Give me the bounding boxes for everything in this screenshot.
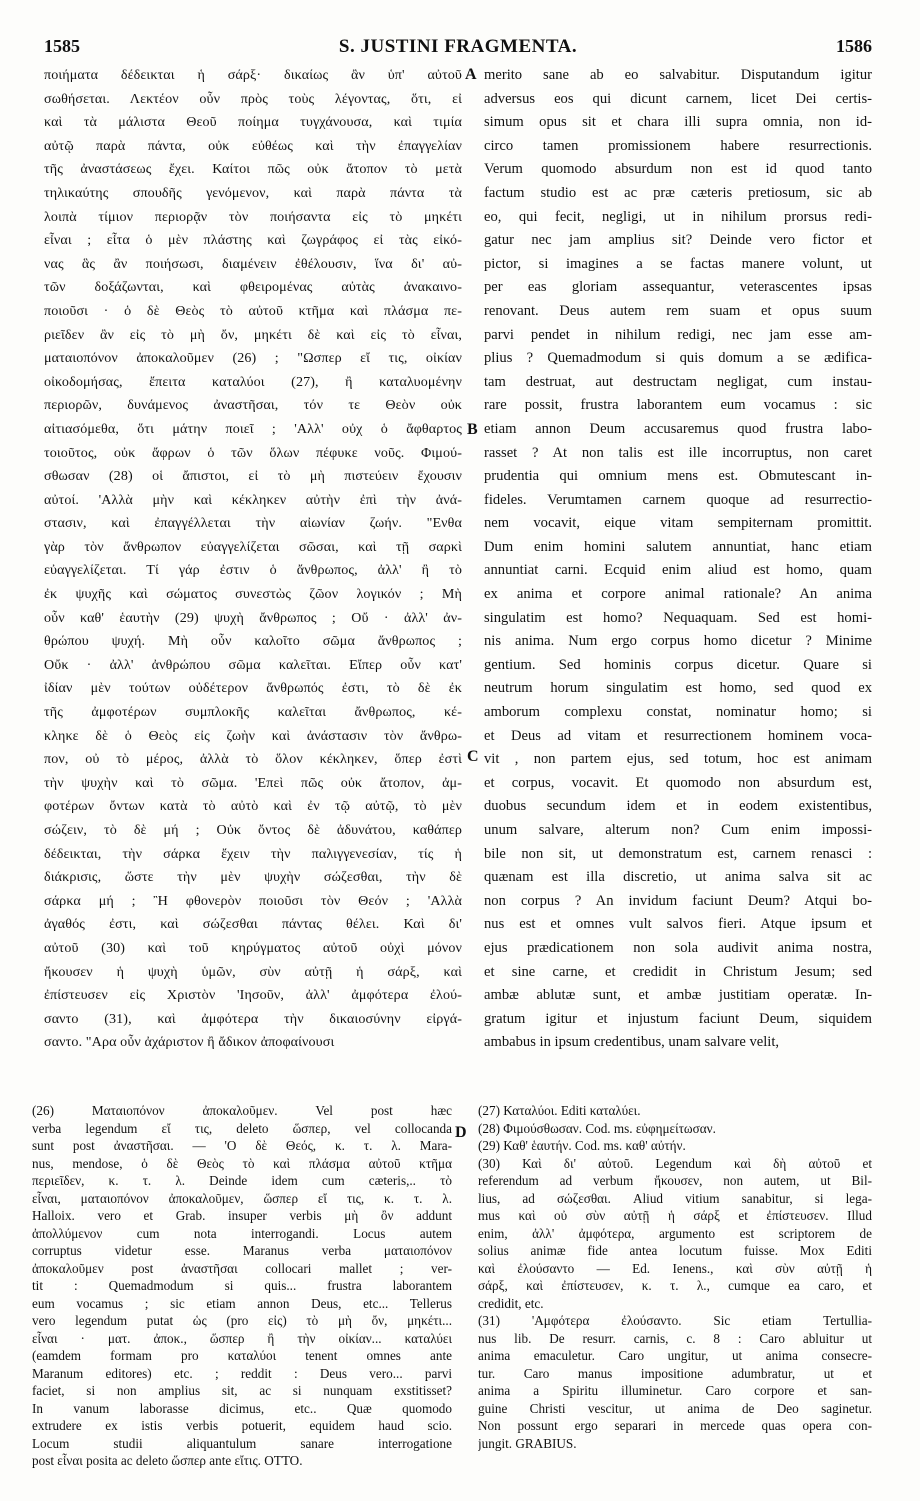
greek-text-line: σάρκα μή ; Ἢ φθονερὸν ποιοῦσι τὸν Θεόν ; 'Αλλὰ [44,892,462,909]
greek-text-line: κληκε δὲ ὁ Θεὸς εἰς ζωὴν καὶ ἀνάστασιν τὸν ἄνθρω- [44,727,462,744]
margin-letter-c: C [467,748,479,765]
footnote-line: ἀπολλύμενον cum nota interrogandi. Locus autem [32,1225,452,1241]
page-number-left: 1585 [44,36,80,56]
latin-text-line: quænam est illa discretio, ut anima salva sit ac [484,869,872,886]
margin-letter-d: D [455,1124,467,1141]
footnote-line: sunt post ἀναστῆσαι. — 'Ο δὲ Θεός, κ. τ. λ. Mara- [32,1138,452,1153]
greek-text-line: καὶ τὰ μάλιστα Θεοῦ ποίημα τυγχάνουσα, καὶ τιμία [44,114,462,131]
latin-text-line: non corpus ? An invidum faciunt Deum? Atqui bo- [484,892,872,909]
latin-text-line: prudentia qui omnium mens est. Obmutescant in- [484,468,872,485]
footnote-line: (26) Ματαιοπόνον ἀποκαλοῦμεν. Vel post hæc [32,1103,452,1118]
footnote-line: (31) 'Αμφότερα ἐλούσαντο. Sic etiam Tertullia- [478,1313,872,1328]
latin-text-line: et sine carne, et credidit in Christum Jesum; sed [484,963,872,980]
latin-text-line: eo, qui fecit, negligi, ut in nihilum prorsus redi- [484,208,872,225]
greek-text-line: ποιήματα δέδεικται ἡ σάρξ· δικαίως ἂν ὑπ' αὐτοῦ [44,67,462,83]
latin-text-line: factum studio est ac præ cæteris pretiosum, sic ab [484,184,872,201]
greek-text-line: αὐτοῦ (30) καὶ τοῦ κηρύγματος αὐτοῦ οὐχὶ μόνον [44,939,462,956]
footnote-line: ἀποκαλοῦμεν post ἀναστῆσαι collocari mallet ; ver- [32,1260,452,1276]
greek-text-line: ἤκουσεν ἡ ψυχὴ ὑμῶν, σὺν αὐτῇ ἡ σάρξ, καὶ [44,963,462,980]
greek-text-line: σωθήσεται. Λεκτέον οὖν πρὸς τοὺς λέγοντας, ὅτι, εἰ [44,90,462,107]
footnote-line: εἶναι, ματαιοπόνον ἀποκαλοῦμεν, ὥσπερ εἴ τις, κ. τ. λ. [32,1190,452,1206]
footnote-line: (eamdem formam pro καταλύοι tenent omnes ante [32,1348,452,1363]
footnote-line: extrudere ex istis verbis potuerit, equidem haud scio. [32,1418,452,1433]
greek-text-line: φοτέρων ὄντων κατὰ τὸ αὐτὸ καὶ ἐν τῷ αὐτῷ, τὸ μὲν [44,798,462,815]
latin-text-line: parvi pendet in nihilum redigi, nec jam esse am- [484,326,872,343]
latin-text-line: adversus eos qui dicunt carnem, licet Dei certis- [484,90,872,107]
latin-text-line: merito sane ab eo salvabitur. Disputandum igitur [484,67,872,83]
latin-text-line: et corpus, vocavit. Et quomodo non absurdum est, [484,774,872,791]
greek-text-line: οἰκοδομήσας, ἔπειτα καταλύοι (27), ἢ καταλυομένην [44,373,462,390]
latin-text-line: vit , non partem ejus, sed totum, hoc est animam [484,751,872,768]
latin-text-line: renovant. Deus autem rem suam et opus suum [484,302,872,319]
footnote-line: guine Christi vescitur, ut anima de Deo saginetur. [478,1400,872,1416]
footnote-line: (27) Καταλύοι. Editi καταλύει. [478,1103,641,1118]
latin-text-line: rare possit, frustra laborantem eum vocamus : sic [484,397,872,414]
footnote-line: (28) Φιμούσθωσαν. Cod. ms. εὐφημείτωσαν. [478,1120,716,1136]
footnotes-right [478,1102,872,1452]
greek-text-line: εὐαγγελίζεται. Τί γάρ ἐστιν ὁ ἄνθρωπος, ἀλλ' ἢ τὸ [44,562,462,579]
footnote-line: tur. Caro manus impositione adumbratur, ut et [478,1365,872,1381]
footnote-line: nus, mendose, ὁ δὲ Θεὸς τὸ καὶ πλάσμα αὐτοῦ κτῆμα [32,1155,452,1171]
greek-text-line: ἐκ ψυχῆς καὶ σώματος συνεστὼς ζῶον λογικόν ; Μὴ [44,586,462,603]
latin-text-line: nus est et omnes vult salvos fieri. Atque ipsum et [484,916,872,933]
latin-text-line: duobus secundum idem et in eodem existentibus, [484,798,872,815]
running-title: S. JUSTINI FRAGMENTA. [338,36,578,57]
greek-text-line: ριεῖδεν ἂν εἰς τὸ μὴ ὄν, μηκέτι δὲ καὶ εἰς τὸ εἶναι, [44,326,462,343]
footnote-line: Maranum editores) etc. ; reddit : Deus vero... parvi [32,1365,452,1381]
latin-text-line: annuntiat carni. Ecquid enim aliud est homo, quam [484,562,872,579]
greek-text-line: τὴν ψυχὴν καὶ τὸ σῶμα. 'Επεὶ πῶς οὐκ ἄτοπον, ἀμ- [44,774,462,791]
latin-text-line: gentium. Sed hominis corpus dicetur. Quare si [484,656,872,673]
greek-text-line: τῆς ἀμφοτέρων συμπλοκῆς καλεῖται ἄνθρωπος, κέ- [44,704,462,721]
latin-text-line: ambabus in ipsum credentibus, unam salvare velit, [484,1034,780,1051]
latin-text-line: rasset ? At non talis est ille incorruptus, non caret [484,444,872,461]
footnote-line: verba legendum εἴ τις, deleto ὥσπερ, vel collocanda [32,1120,452,1136]
greek-text-line: σαντο. "Αρα οὖν ἀχάριστον ἢ ἄδικον ἀποφαίνουσι [44,1034,335,1051]
greek-text-line: ἀγαθός ἐστι, καὶ σώζεσθαι πάντας θέλει. Καὶ δι' [44,916,462,933]
greek-text-line: ἐπίστευσεν εἰς Χριστὸν 'Ιησοῦν, ἀλλ' ἀμφότερα ἐλού- [44,987,462,1004]
latin-text-line: gatur nec jam amplius sit? Deinde vero fictor et [484,232,872,249]
footnote-line: tit : Quemadmodum si quis... frustra laborantem [32,1278,452,1293]
footnote-line: eum vocamus ; sic etiam annon Deus, etc... Tellerus [32,1295,452,1311]
latin-text-line: bile non sit, ut demonstratum est, carnem renasci : [484,845,872,862]
greek-text-line: περιορῶν, δυνάμενος ἀναστῆσαι, τόν τε Θεὸν οὐκ [44,397,462,414]
latin-text-line: Verum quomodo absurdum non est id quod tanto [484,161,872,178]
latin-text-line: circo tamen promissionem habere resurrectionis. [484,137,872,154]
greek-text-line: θρώπου ψυχή. Μὴ οὖν καλοῖτο σῶμα ἄνθρωπος ; [44,633,462,650]
footnote-line: anima emaculetur. Caro ungitur, ut anima consecre- [478,1348,872,1363]
footnote-line: Halloix. vero et Grab. insuper verbis μὴ ὂν addunt [32,1208,452,1223]
latin-text-line: Dum enim homini salutem annuntiat, hanc etiam [484,538,872,555]
latin-text-column [484,64,872,1055]
latin-text-line: ambæ ablutæ sunt, et ambæ justitiam operatæ. In- [484,987,872,1004]
latin-text-line: ejus prædicationem non sola audivit anima nostra, [484,939,872,956]
footnote-line: περιεῖδεν, κ. τ. λ. Deinde idem cum cæteris,.. τὸ [32,1173,452,1188]
latin-text-line: amborum complexu constat, nominatur homo; si [484,704,872,721]
greek-text-line: σθωσαν (28) οἱ ἄπιστοι, εἰ τὸ μὴ πιστεύειν ἔχουσιν [44,468,462,485]
greek-text-line: διάκρισις, ὥστε τὴν μὲν ψυχὴν σώζεσθαι, τὴν δὲ [44,869,462,886]
greek-text-line: σαντο (31), καὶ ἀμφότερα τὴν δικαιοσύνην εἰργά- [44,1010,462,1027]
latin-text-line: fideles. Verumtamen carnem quoque ad resurrectio- [484,491,872,508]
footnote-line: faciet, si non amplius sit, ac si nunquam exstitisset? [32,1383,452,1398]
latin-text-line: pictor, si imagines a se factas manere volunt, ut [484,255,872,272]
footnotes-left [32,1102,452,1470]
greek-text-line: νας ἃς ἂν ποιήσωσι, διαμένειν ἐθέλουσιν, ἵνα δι' αὐ- [44,255,462,272]
latin-text-line: unum salvare, alterum non? Cum enim impossi- [484,822,872,838]
footnote-line: Non possunt ergo separari in mercede quas opera con- [478,1418,872,1433]
latin-text-line: tam destruat, aut destructam negligat, cum instau- [484,373,872,390]
footnote-line: solius animæ fide antea locutum fuisse. Mox Editi [478,1243,872,1258]
footnote-line: (30) Καὶ δι' αὐτοῦ. Legendum καὶ δὴ αὐτοῦ et [478,1155,872,1171]
greek-text-line: δέδεικται, τὴν σάρκα ἔχειν τὴν παλιγγενεσίαν, τίς ἡ [44,845,462,862]
latin-text-line: gratum igitur et injustum faciunt Deum, siquidem [484,1010,872,1027]
greek-text-line: εἶναι ; εἶτα ὁ μὲν πλάστης καὶ ζωγράφος εἰ τὰς εἰκό- [44,232,462,249]
footnote-line: vero legendum putat ὡς (pro εἰς) τὸ μὴ ὄν, μηκέτι... [32,1313,452,1328]
footnote-line: nus lib. De resurr. carnis, c. 8 : Caro abluitur ut [478,1330,872,1346]
footnote-line: corruptus videtur esse. Maranus verba ματαιοπόνον [32,1243,452,1258]
latin-text-line: etiam annon Deum accusaremus quod frustra labo- [484,420,872,437]
page-header [44,36,872,60]
footnote-line: In vanum laborasse dicimus, etc.. Quæ quomodo [32,1400,452,1416]
footnote-line: Locum studii aliquantulum sanare interrogatione [32,1435,452,1451]
footnote-line: credidit, etc. [478,1295,544,1311]
footnote-line: anima a Spiritu illuminetur. Caro corpore et san- [478,1383,872,1398]
greek-text-line: αἰτιασόμεθα, ὅτι μάτην ποιεῖ ; 'Αλλ' οὐχ ὁ ἄφθαρτος [44,420,462,437]
footnote-line: enim, ἀλλ' ἀμφότερα, argumento est scriptorem de [478,1225,872,1241]
footnote-line: referendum ad verbum ἤκουσεν, non autem, ut Bil- [478,1173,872,1188]
latin-text-line: singulatim est homo? Nequaquam. Sed est homi- [484,609,872,626]
footnote-line: σάρξ, καὶ ἐπίστευσεν, κ. τ. λ., cumque ea caro, et [478,1278,872,1293]
latin-text-line: nis anima. Num ergo corpus homo dicetur ? Minime [484,633,872,650]
latin-text-line: et Deus ad vitam et resurrectionem hominem voca- [484,727,872,744]
greek-text-line: αὐτῷ παρὰ πάντα, οὐκ εὐθέως καὶ τὴν ἐπαγγελίαν [44,137,462,154]
greek-text-line: Οὔκ · ἀλλ' ἀνθρώπου σῶμα καλεῖται. Εἴπερ οὖν κατ' [44,656,462,673]
latin-text-line: per eas gloriam assequantur, veterascentes ipsas [484,279,872,296]
latin-text-line: nem vocavit, eique vitam sempiternam promittit. [484,515,872,532]
footnote-line: post εἶναι posita ac deleto ὥσπερ ante εἴτις. OTTO. [32,1453,303,1468]
margin-letter-b: B [467,421,478,438]
footnote-line: jungit. GRABIUS. [478,1435,577,1451]
footnote-line: (29) Καθ' ἑαυτήν. Cod. ms. καθ' αὐτήν. [478,1138,686,1153]
page-number-right: 1586 [836,36,872,56]
greek-text-line: πον, οὐ τὸ μέρος, ἀλλὰ τὸ ὅλον κέκληκεν, ὅπερ ἐστὶ [44,751,462,768]
greek-text-line: σώζειν, τὸ δὲ μή ; Οὐκ ὄντος δὲ ἀδυνάτου, καθάπερ [44,822,462,838]
greek-text-line: στασιν, καὶ ἐπαγγέλλεται τὴν αἰωνίαν ζωήν. "Ενθα [44,515,462,532]
greek-text-line: ἰδίαν μὲν τούτων οὐδέτερον ἄνθρωπός ἐστι, τὸ δὲ ἐκ [44,680,462,697]
greek-text-line: οὖν καθ' ἑαυτὴν (29) ψυχὴ ἄνθρωπος ; Οὔ · ἀλλ' ἀν- [44,609,462,626]
greek-text-line: τῆς ἀναστάσεως ἔχει. Καίτοι πῶς οὐκ ἄτοπον τὸ μετὰ [44,161,462,178]
latin-text-line: plius ? Quemadmodum si quis domum a se ædifica- [484,350,872,367]
greek-text-column [44,64,462,1055]
greek-text-line: τηλικαύτης σπουδῆς γενόμενον, καὶ παρὰ πάντα τὰ [44,184,462,201]
footnote-line: καὶ ἐλούσαντο — Ed. Ienens., καὶ σὺν αὐτῇ ἡ [478,1260,872,1276]
greek-text-line: τοιοῦτος, οὐκ ἄφρων ὁ τῶν ὅλων πέφυκε νοῦς. Φιμού- [44,444,462,461]
greek-text-line: ματαιοπόνον ἀποκαλοῦμεν (26) ; "Ωσπερ εἴ τις, οἰκίαν [44,350,462,367]
margin-letter-a: A [465,66,477,83]
latin-text-line: neutrum horum singulatim est homo, sed quod ex [484,680,872,697]
footnote-line: mus καὶ οὐ σὺν αὐτῇ ἡ σάρξ et ἐπίστευσεν. Illud [478,1208,872,1223]
latin-text-line: simum opus sit et chara illi supra omnia, non id- [484,114,872,131]
greek-text-line: λοιπὰ τίμιον περιορᾷν τὸν ποιήσαντα εἰς τὸ μηκέτι [44,208,462,225]
greek-text-line: ποιοῦσι · ὁ δὲ Θεὸς τὸ αὐτοῦ κτῆμα καὶ πλάσμα πε- [44,302,462,319]
latin-text-line: ex anima et corpore animal rationale? An anima [484,586,872,603]
greek-text-line: αὐτοί. 'Αλλὰ μὴν καὶ κέκληκεν αὐτὴν ἐπὶ τὴν ἀνά- [44,491,462,508]
footnote-line: lius, ad σώζεσθαι. Aliud vitium sanabitur, si lega- [478,1190,872,1206]
greek-text-line: τῶν δοξάζωνται, καὶ φθειρομένας αὐτὰς ἀνακαινο- [44,279,462,296]
greek-text-line: γὰρ τὸν ἄνθρωπον εὐαγγελίζεται σῶσαι, καὶ τῇ σαρκὶ [44,538,462,555]
footnote-line: εἶναι · ματ. ἀποκ., ὥσπερ ἢ τὴν οἰκίαν... καταλύει [32,1330,452,1346]
